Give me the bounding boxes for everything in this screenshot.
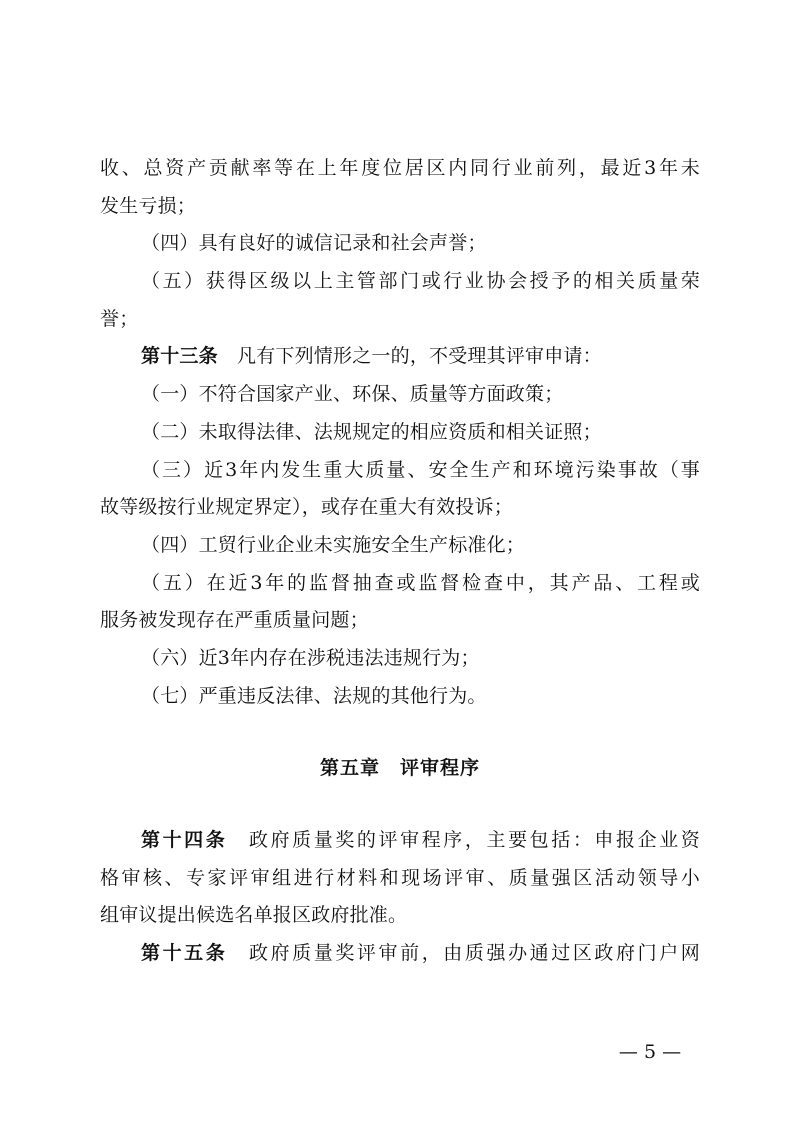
text-line: 收、总资产贡献率等在上年度位居区内同行业前列，最近3年未 [100, 157, 700, 179]
text-line: （七）严重违反法律、法规的其他行为。 [141, 684, 487, 707]
article-14-label: 第十四条 [141, 829, 228, 851]
text-line: （二）未取得法律、法规规定的相应资质和相关证照； [141, 420, 602, 443]
text-line: 故等级按行业规定界定），或存在重大有效投诉； [100, 496, 513, 519]
text-line: （五）获得区级以上主管部门或行业协会授予的相关质量荣 [141, 270, 700, 293]
text-line: 格审核、专家评审组进行材料和现场评审、质量强区活动领导小 [100, 866, 700, 889]
spacer [100, 715, 700, 750]
article-13-text: 凡有下列情形之一的，不受理其评审申请： [237, 345, 602, 368]
article-13 [100, 338, 700, 376]
document-body [100, 150, 700, 973]
text-line: （四）具有良好的诚信记录和社会声誉； [141, 232, 487, 255]
text-line: （三）近3年内发生重大质量、安全生产和环境污染事故（事 [141, 458, 700, 481]
article-14-text: 政府质量奖的评审程序，主要包括：申报企业资 [248, 829, 700, 851]
article-15 [100, 935, 700, 973]
text-line: （五）在近3年的监督抽查或监督检查中，其产品、工程或 [141, 571, 700, 594]
text-line: （四）工贸行业企业未实施安全生产标准化； [141, 533, 526, 556]
article-13-label: 第十三条 [141, 345, 218, 368]
text-line: 誉； [100, 307, 139, 330]
text-line: （六）近3年内存在涉税违法违规行为； [141, 646, 480, 669]
article-15-label: 第十五条 [141, 942, 228, 965]
text-line: 发生亏损； [100, 194, 197, 217]
page-number: — 5 — [618, 1041, 682, 1063]
text-line: 服务被发现存在严重质量问题； [100, 609, 369, 632]
spacer [100, 788, 700, 822]
text-line: 组审议提出候选名单报区政府批准。 [100, 904, 408, 927]
article-14 [100, 822, 700, 860]
chapter-heading: 第五章 评审程序 [319, 757, 480, 780]
text-line: （一）不符合国家产业、环保、质量等方面政策； [141, 383, 564, 406]
article-15-text: 政府质量奖评审前，由质强办通过区政府门户网 [248, 942, 700, 965]
